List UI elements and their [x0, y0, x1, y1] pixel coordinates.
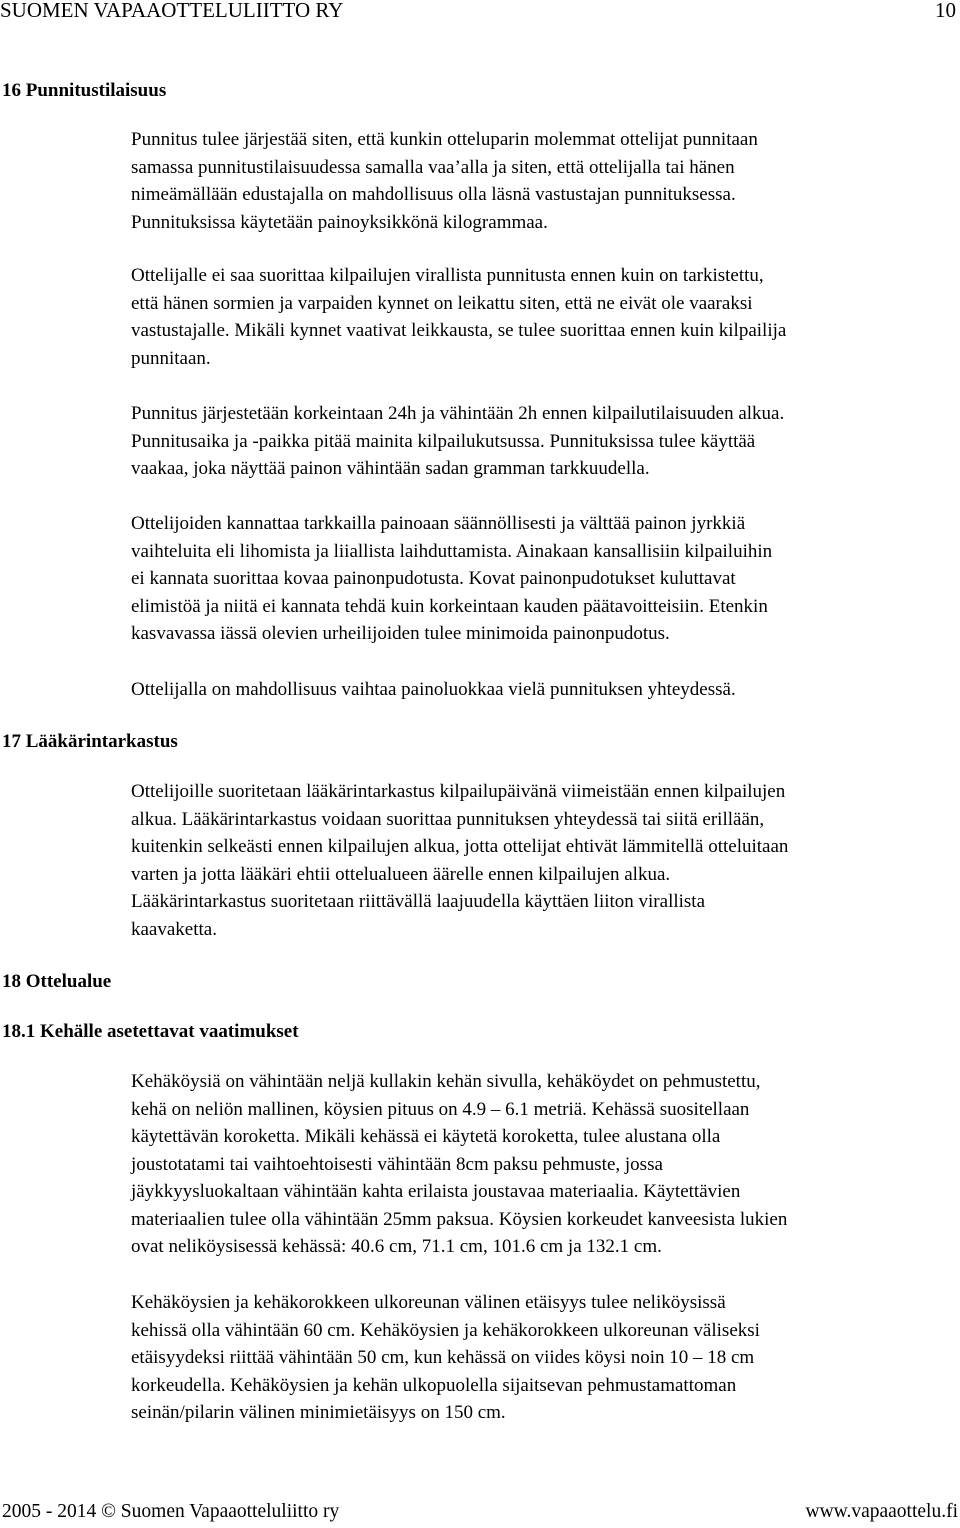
header-title: SUOMEN VAPAAOTTELULIITTO RY [0, 0, 344, 22]
text-line: Kehäköysiä on vähintään neljä kullakin kehän sivulla, kehäköydet on pehmustettu, [131, 1071, 761, 1092]
subsection-heading-18-1: 18.1 Kehälle asetettavat vaatimukset [2, 1021, 299, 1042]
text-line: kehissä olla vähintään 60 cm. Kehäköysien ja kehäkorokkeen ulkoreunan väliseksi [131, 1319, 760, 1341]
text-line: Ottelijoiden kannattaa tarkkailla painoaan säännöllisesti ja välttää painon jyrkkiä [131, 513, 746, 534]
page-footer [0, 1497, 960, 1527]
text-line: kehä on neliön mallinen, köysien pituus on 4.9 – 6.1 metriä. Kehässä suositellaan [131, 1098, 750, 1120]
text-line: ei kannata suorittaa kovaa painonpudotusta. Kovat painonpudotukset kuluttavat [131, 568, 736, 589]
text-line: Ottelijoille suoritetaan lääkärintarkastus kilpailupäivänä viimeistään ennen kilpailujen [131, 781, 786, 802]
text-line: nimeämällään edustajalla on mahdollisuus olla läsnä vastustajan punnituksessa. [131, 184, 736, 205]
text-line: punnitaan. [131, 347, 211, 369]
text-line: kuitenkin selkeästi ennen kilpailujen alkua, jotta ottelijat ehtivät lämmitellä otteluitaan [131, 836, 789, 857]
text-line: ovat neliköysisessä kehässä: 40.6 cm, 71.1 cm, 101.6 cm ja 132.1 cm. [131, 1236, 662, 1257]
text-line: Punnitusaika ja -paikka pitää mainita kilpailukutsussa. Punnituksissa tulee käyttää [131, 430, 756, 452]
footer-copyright: 2005 - 2014 © Suomen Vapaaotteluliitto ry [2, 1501, 340, 1522]
text-line: Punnituksissa käytetään painoyksikkönä kilogrammaa. [131, 211, 548, 233]
text-line: vaakaa, joka näyttää painon vähintään sadan gramman tarkkuudella. [131, 458, 650, 479]
text-line: Lääkärintarkastus suoritetaan riittävällä laajuudella käyttäen liiton virallista [131, 891, 706, 912]
paragraph [131, 778, 960, 943]
text-line: Kehäköysien ja kehäkorokkeen ulkoreunan välinen etäisyys tulee neliköysissä [131, 1292, 726, 1313]
text-line: samassa punnitustilaisuudessa samalla vaa’alla ja siten, että ottelijalla tai hänen [131, 156, 735, 178]
text-line: materiaalien tulee olla vähintään 25mm paksua. Köysien korkeudet kanveesista lukien [131, 1208, 788, 1230]
text-line: jäykkyysluokaltaan vähintään kahta erilaista joustavaa materiaalia. Käytettävien [131, 1181, 741, 1202]
text-line: vastustajalle. Mikäli kynnet vaativat leikkausta, se tulee suorittaa ennen kuin kilpailija [131, 320, 787, 341]
text-line: elimistöä ja niitä ei kannata tehdä kuin korkeintaan kauden päätavoitteisiin. Etenkin [131, 595, 768, 617]
section-heading-17: 17 Lääkärintarkastus [2, 731, 178, 752]
text-line: Punnitus tulee järjestää siten, että kunkin otteluparin molemmat ottelijat punnitaan [131, 129, 758, 150]
text-line: että hänen sormien ja varpaiden kynnet on leikattu siten, että ne eivät ole vaaraksi [131, 292, 753, 314]
text-line: etäisyydeksi riittää vähintään 50 cm, kun kehässä on viides köysi noin 10 – 18 cm [131, 1347, 755, 1368]
text-line: vaihteluita eli lihomista ja liiallista laihduttamista. Ainakaan kansallisiin kilpailuihin [131, 540, 773, 562]
text-line: alkua. Lääkärintarkastus voidaan suorittaa punnituksen yhteydessä tai siitä erillään, [131, 808, 765, 830]
text-line: kaavaketta. [131, 918, 217, 940]
text-line: Punnitus järjestetään korkeintaan 24h ja vähintään 2h ennen kilpailutilaisuuden alkua. [131, 403, 785, 424]
section-heading-18: 18 Ottelualue [2, 971, 112, 992]
text-line: käytettävän koroketta. Mikäli kehässä ei käytetä koroketta, tulee alustana olla [131, 1126, 721, 1147]
text-line: varten ja jotta lääkäri ehtii ottelualueen äärelle ennen kilpailujen alkua. [131, 863, 671, 885]
text-line: korkeudella. Kehäköysien ja kehän ulkopuolella sijaitsevan pehmustamattoman [131, 1374, 737, 1396]
footer-website-link[interactable]: www.vapaaottelu.fi [805, 1501, 958, 1522]
text-line: Ottelijalla on mahdollisuus vaihtaa painoluokkaa vielä punnituksen yhteydessä. [131, 679, 736, 700]
paragraph [131, 1068, 960, 1261]
text-line: seinän/pilarin välinen minimietäisyys on 150 cm. [131, 1402, 506, 1423]
page-number: 10 [935, 0, 956, 22]
text-line: Ottelijalle ei saa suorittaa kilpailujen virallista punnitusta ennen kuin on tarkistettu, [131, 265, 764, 286]
paragraph [131, 262, 960, 372]
paragraph [131, 126, 960, 236]
text-line: joustotatami tai vaihtoehtoisesti vähintään 8cm paksu pehmuste, jossa [131, 1153, 663, 1175]
text-line: kasvavassa iässä olevien urheilijoiden tulee minimoida painonpudotus. [131, 623, 670, 644]
paragraph [131, 676, 960, 704]
paragraph [131, 510, 960, 648]
paragraph [131, 400, 960, 483]
paragraph [131, 1289, 960, 1427]
page-header [0, 0, 960, 26]
section-heading-16: 16 Punnitustilaisuus [2, 80, 167, 101]
